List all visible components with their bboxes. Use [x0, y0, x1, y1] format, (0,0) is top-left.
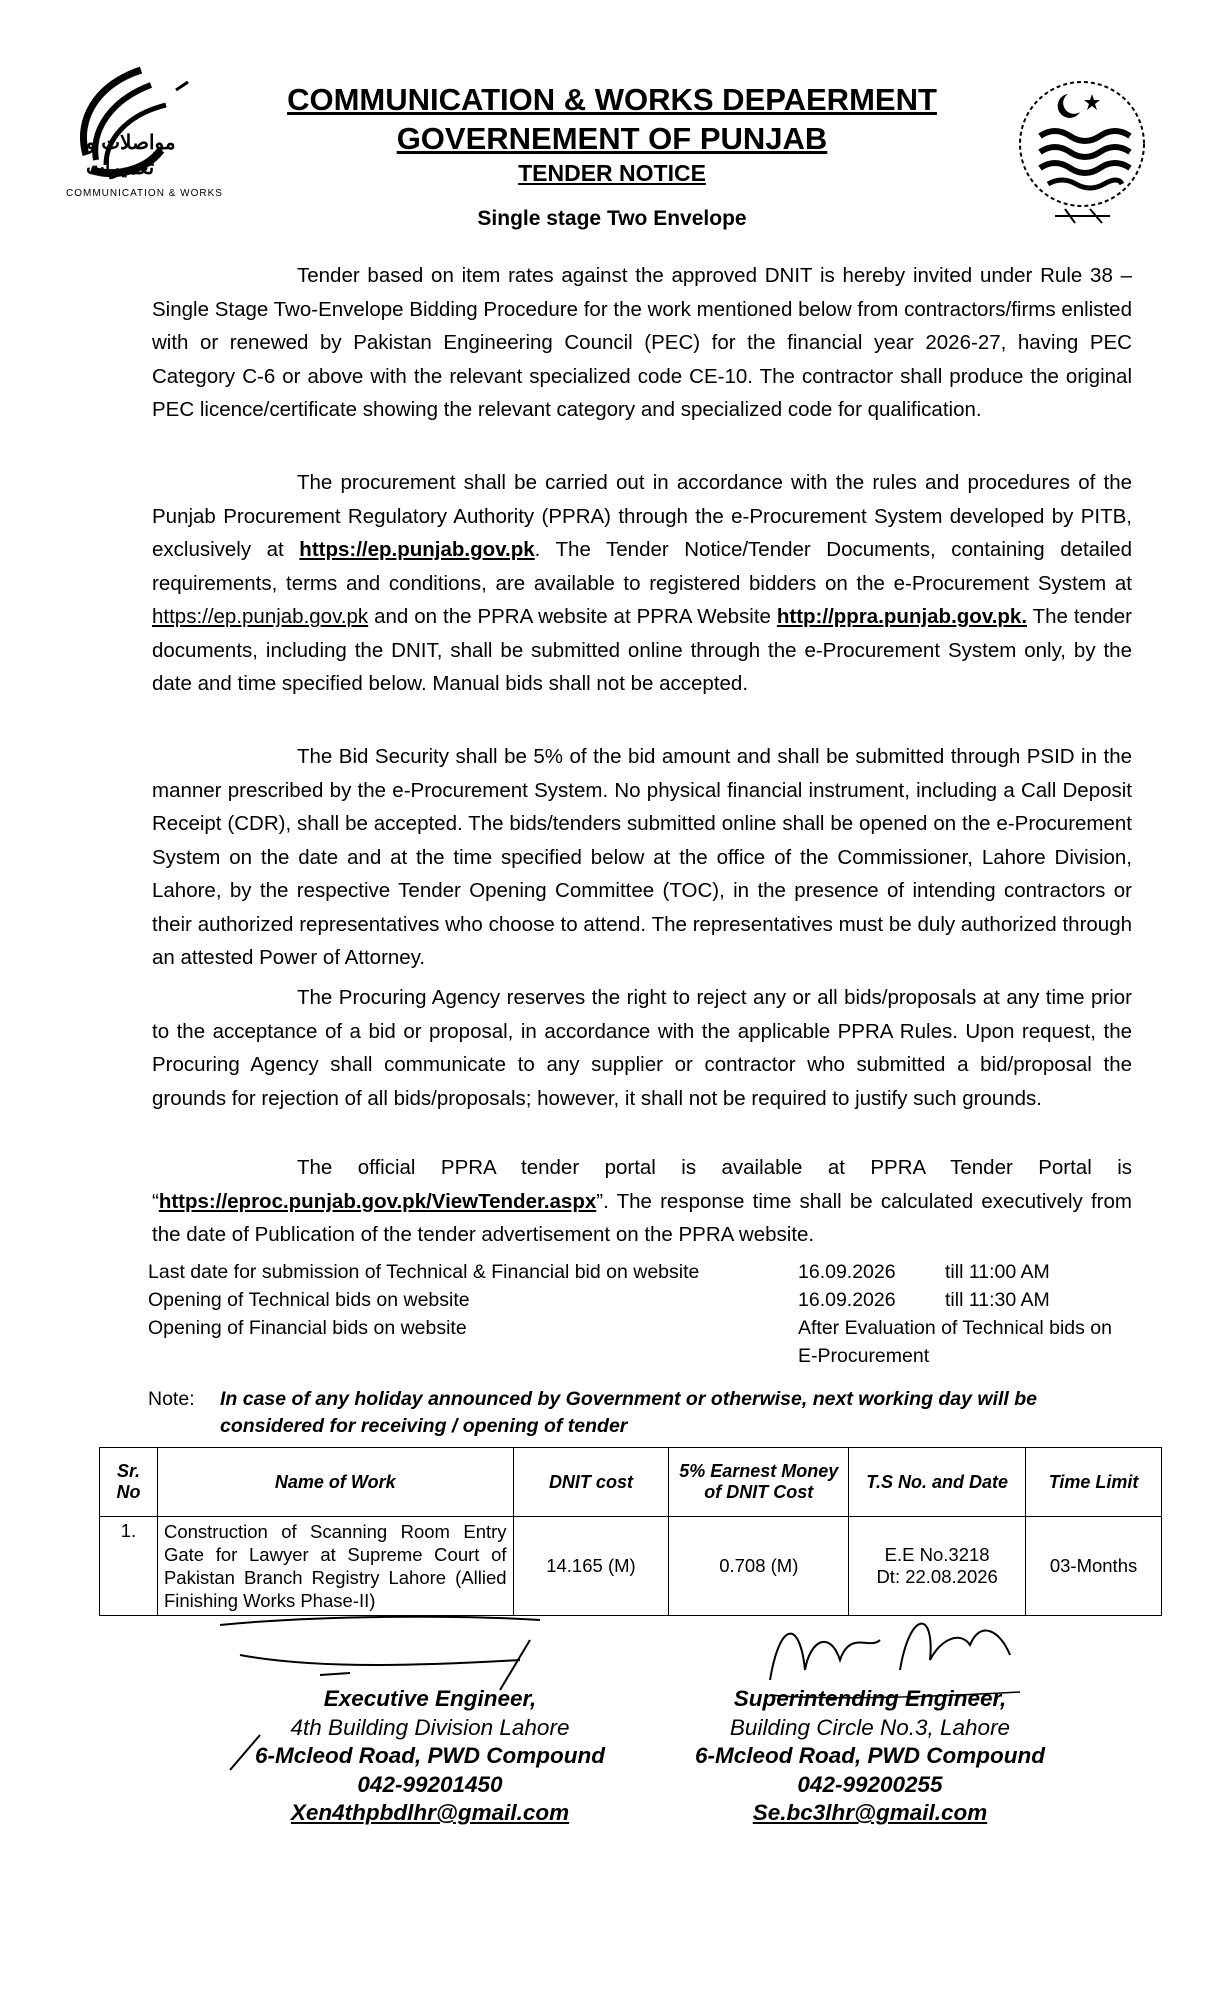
col-header-dnit: DNIT cost: [513, 1448, 669, 1517]
schedule-time: till 11:00 AM: [945, 1261, 1050, 1283]
col-header-sr: Sr. No: [100, 1448, 158, 1517]
col-header-time-limit: Time Limit: [1026, 1448, 1162, 1517]
paragraph-invitation: Tender based on item rates against the approved DNIT is hereby invited under Rule 38 – Single Stage Two-Envelope Bidding Procedure for the work mentioned below from contractors/firms enlisted with or renewed by Pakistan Engineering Council (PEC) for the financial year 2026-27, having PEC Category C-6 or above with the relevant specialized code CE-10. The contractor shall produce the original PEC licence/certificate showing the relevant category and specialized code for qualification.: [152, 264, 1132, 421]
table-header-row: [100, 1448, 1162, 1517]
se-address: 6-Mcleod Road, PWD Compound: [695, 1743, 1045, 1768]
ep-punjab-link-2[interactable]: https://ep.punjab.gov.pk: [152, 605, 369, 628]
schedule-date: After Evaluation of Technical bids on E-Procurement: [798, 1317, 1112, 1367]
works-table: [99, 1447, 1162, 1616]
se-phone: 042-99200255: [797, 1771, 943, 1797]
logo-urdu-text: مواصلات و تعمیرات: [86, 132, 176, 179]
ee-title: Executive Engineer,: [323, 1686, 537, 1711]
paragraph-portal: The official PPRA tender portal is available at PPRA Tender Portal is “https://eproc.punjab.gov.pk/ViewTender.aspx”. The response time shall be calculated executively from the date of Publication of the tender advertisement on the PPRA website.: [152, 1156, 1132, 1246]
paragraph-procurement: The procurement shall be carried out in accordance with the rules and procedures of the Punjab Procurement Regulatory Authority (PPRA) through the e-Procurement System developed by PITB, exclusively at https://ep.punjab.gov.pk. The Tender Notice/Tender Documents, containing detailed requirements, terms and conditions, are available to registered bidders on the e-Procurement System at https://ep.punjab.gov.pk and on the PPRA website at PPRA Website http://ppra.punjab.gov.pk. The tender documents, including the DNIT, shall be submitted online through the e-Procurement System only, by the date and time specified below. Manual bids shall not be accepted.: [152, 471, 1132, 695]
schedule-row: [148, 1258, 1148, 1286]
ee-address: 6-Mcleod Road, PWD Compound: [255, 1743, 605, 1768]
ee-division: 4th Building Division Lahore: [290, 1714, 570, 1740]
cell-name-of-work: Construction of Scanning Room Entry Gate for Lawyer at Supreme Court of Pakistan Branch Registry Lahore (Allied Finishing Works Phase-II): [157, 1517, 513, 1616]
ee-phone: 042-99201450: [357, 1771, 503, 1797]
col-header-name: Name of Work: [157, 1448, 513, 1517]
ee-email[interactable]: Xen4thpbdlhr@gmail.com: [290, 1800, 570, 1825]
se-title: Superintending Engineer,: [733, 1686, 1007, 1711]
paragraph-rejection: The Procuring Agency reserves the right to reject any or all bids/proposals at any time prior to the acceptance of a bid or proposal, in accordance with the applicable PPRA Rules. Upon request, the Procuring Agency shall communicate to any supplier or contractor who submitted a bid/proposal the grounds for rejection of all bids/proposals; however, it shall not be required to justify such grounds.: [152, 986, 1132, 1110]
department-heading: COMMUNICATION & WORKS DEPAERMENT: [287, 82, 937, 117]
eproc-tender-link[interactable]: https://eproc.punjab.gov.pk/ViewTender.aspx: [158, 1189, 597, 1213]
schedule-row: [148, 1314, 1148, 1367]
col-header-earnest: 5% Earnest Money of DNIT Cost: [669, 1448, 849, 1517]
note-label: Note:: [148, 1388, 195, 1410]
schedule-list: [148, 1258, 1148, 1367]
cell-dnit-cost: 14.165 (M): [513, 1517, 669, 1616]
procedure-subtitle: Single stage Two Envelope: [477, 207, 747, 230]
se-circle: Building Circle No.3, Lahore: [729, 1714, 1011, 1740]
ppra-website-link[interactable]: http://ppra.punjab.gov.pk.: [776, 605, 1028, 628]
executive-engineer-block: [230, 1685, 630, 1828]
se-email[interactable]: Se.bc3lhr@gmail.com: [752, 1800, 988, 1825]
superintending-engineer-block: [660, 1685, 1080, 1828]
col-header-ts: T.S No. and Date: [849, 1448, 1026, 1517]
schedule-row: [148, 1286, 1148, 1314]
schedule-time: till 11:30 AM: [945, 1289, 1050, 1311]
ts-date: Dt: 22.08.2026: [876, 1566, 998, 1587]
schedule-label: Opening of Technical bids on website: [148, 1289, 470, 1311]
schedule-label: Opening of Financial bids on website: [148, 1317, 467, 1339]
ep-punjab-link[interactable]: https://ep.punjab.gov.pk: [299, 538, 535, 561]
cell-sr: 1.: [100, 1517, 158, 1616]
schedule-date: 16.09.2026: [798, 1261, 896, 1283]
government-heading: GOVERNEMENT OF PUNJAB: [396, 121, 828, 156]
cell-ts: [849, 1517, 1026, 1616]
note-text: In case of any holiday announced by Government or otherwise, next working day will be considered for receiving / opening of tender: [220, 1388, 1038, 1437]
logo-caption: COMMUNICATION & WORKS: [66, 188, 223, 199]
cell-earnest-money: 0.708 (M): [669, 1517, 849, 1616]
cell-time-limit: 03-Months: [1026, 1517, 1162, 1616]
schedule-date: 16.09.2026: [798, 1289, 896, 1311]
table-row: [100, 1517, 1162, 1616]
notice-title: TENDER NOTICE: [518, 160, 706, 186]
paragraph-bid-security: The Bid Security shall be 5% of the bid amount and shall be submitted through PSID in the manner prescribed by the e-Procurement System. No physical financial instrument, including a Call Deposit Receipt (CDR), shall be accepted. The bids/tenders submitted online shall be opened on the e-Procurement System on the date and at the time specified below at the office of the Commissioner, Lahore Division, Lahore, by the respective Tender Opening Committee (TOC), in the presence of intending contractors or their authorized representatives who choose to attend. The representatives must be duly authorized through an attested Power of Attorney.: [152, 745, 1132, 969]
ts-number: E.E No.3218: [884, 1544, 990, 1565]
schedule-label: Last date for submission of Technical & Financial bid on website: [148, 1261, 700, 1283]
